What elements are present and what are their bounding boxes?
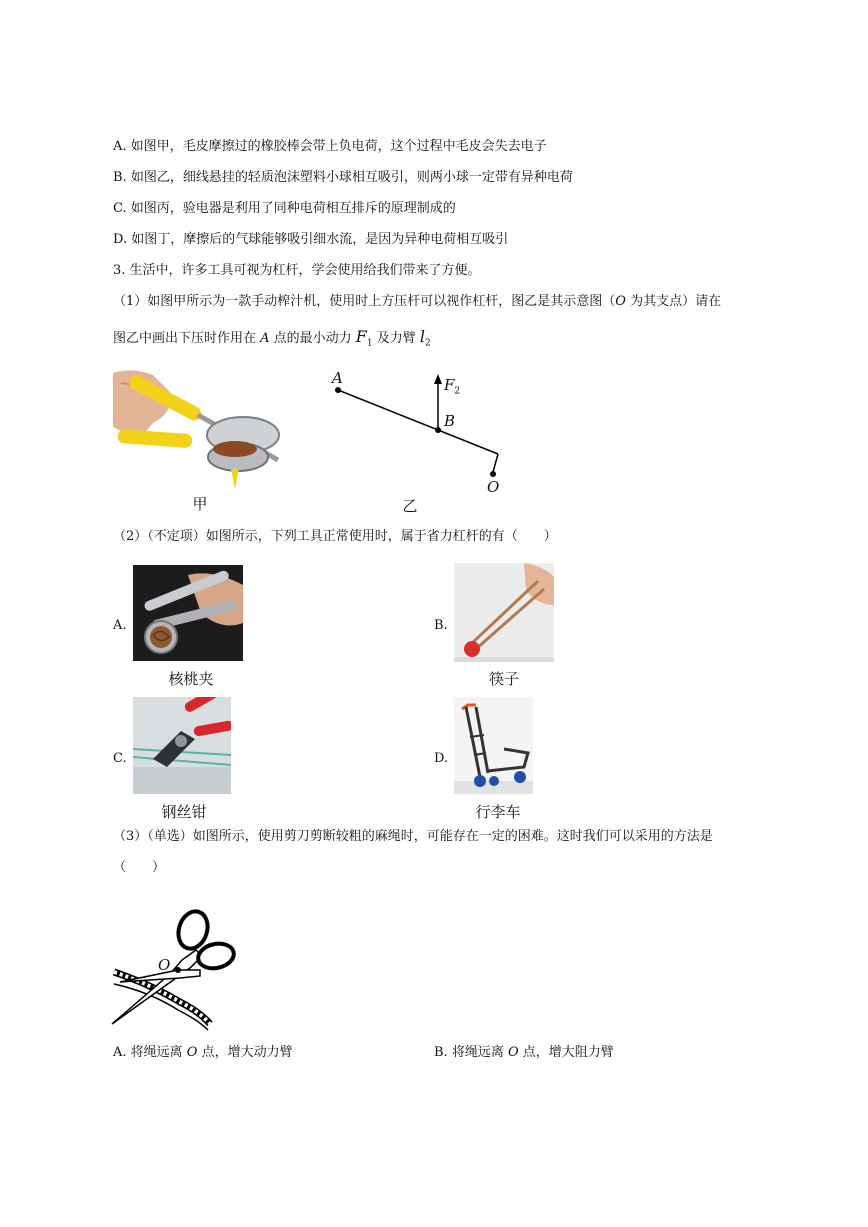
point-a-label: A (260, 331, 270, 346)
chopsticks-photo (454, 563, 554, 662)
tool-d-letter: D. (434, 751, 449, 766)
scissors-o-label: O (158, 956, 171, 974)
lever-bar (338, 390, 498, 454)
point-o (490, 471, 496, 477)
option-d: D. 如图丁，摩擦后的气球能够吸引细水流，是因为异种电荷相互吸引 (113, 232, 509, 247)
q3-part2: （2）（不定项）如图所示，下列工具正常使用时，属于省力杠杆的有（ ） (113, 529, 557, 544)
figure-yi-label: 乙 (402, 497, 418, 515)
arm-l2: l (419, 327, 426, 346)
text: （1）如图甲所示为一款手动榨汁机，使用时上方压杆可以视作杠杆，图乙是其示意图（ (113, 294, 616, 309)
scissors-figure (110, 912, 240, 1037)
answer-a (113, 1044, 293, 1062)
answer-b (434, 1044, 614, 1062)
juicer-photo (113, 365, 283, 490)
q3-stem: 3. 生活中，许多工具可视为杠杆，学会使用给我们带来了方便。 (113, 263, 481, 278)
q3-part1-line1 (113, 293, 721, 311)
label-f2 (444, 376, 460, 401)
f2-sub: 2 (454, 386, 461, 397)
text: 及力臂 (372, 331, 420, 346)
text: 图乙中画出下压时作用在 (113, 331, 261, 346)
text: A. 将绳远离 (113, 1045, 187, 1060)
option-c: C. 如图丙，验电器是利用了同种电荷相互排斥的原理制成的 (113, 201, 456, 216)
figure-jia-label: 甲 (192, 495, 208, 513)
f2-letter: F (444, 376, 455, 394)
f1-sub: 1 (366, 338, 373, 349)
force-f2-arrow (434, 374, 442, 384)
text: 点，增大阻力臂 (518, 1045, 614, 1060)
label-o: O (487, 478, 500, 496)
force-f1: F (355, 327, 367, 346)
q3-part1-line2 (113, 328, 431, 353)
text: 点的最小动力 (269, 331, 356, 346)
text: 为其支点）请在 (625, 294, 722, 309)
label-b: B (444, 412, 456, 430)
tool-c-caption: 钢丝钳 (161, 803, 207, 821)
label-a: A (332, 369, 343, 387)
tool-a-caption: 核桃夹 (168, 670, 214, 688)
answer-b-o: O (507, 1045, 519, 1060)
answer-a-o: O (186, 1045, 198, 1060)
option-a: A. 如图甲，毛皮摩擦过的橡胶棒会带上负电荷，这个过程中毛皮会失去电子 (113, 139, 547, 154)
q3-part3-line2: （ ） (113, 860, 166, 875)
l2-sub: 2 (425, 338, 431, 349)
luggage-cart-photo (454, 697, 533, 794)
bottom-handle (117, 429, 193, 448)
walnut-cracker-photo (133, 565, 243, 661)
q3-part3-line1: （3）（单选）如图所示，使用剪刀剪断较粗的麻绳时，可能存在一定的困难。这时我们可以采用的方法是 (113, 829, 713, 844)
text: B. 将绳远离 (434, 1045, 508, 1060)
lever-end (493, 454, 498, 472)
tool-c-letter: C. (113, 751, 127, 766)
point-a (335, 387, 341, 393)
tool-b-letter: B. (434, 618, 448, 633)
tool-d-caption: 行李车 (475, 803, 521, 821)
tool-b-caption: 筷子 (488, 670, 519, 688)
text: 点，增大动力臂 (197, 1045, 293, 1060)
option-b: B. 如图乙，细线悬挂的轻质泡沫塑料小球相互吸引，则两小球一定带有异种电荷 (113, 170, 573, 185)
tool-a-letter: A. (113, 618, 127, 633)
pliers-photo (133, 697, 231, 794)
point-o-label: O (615, 294, 626, 309)
